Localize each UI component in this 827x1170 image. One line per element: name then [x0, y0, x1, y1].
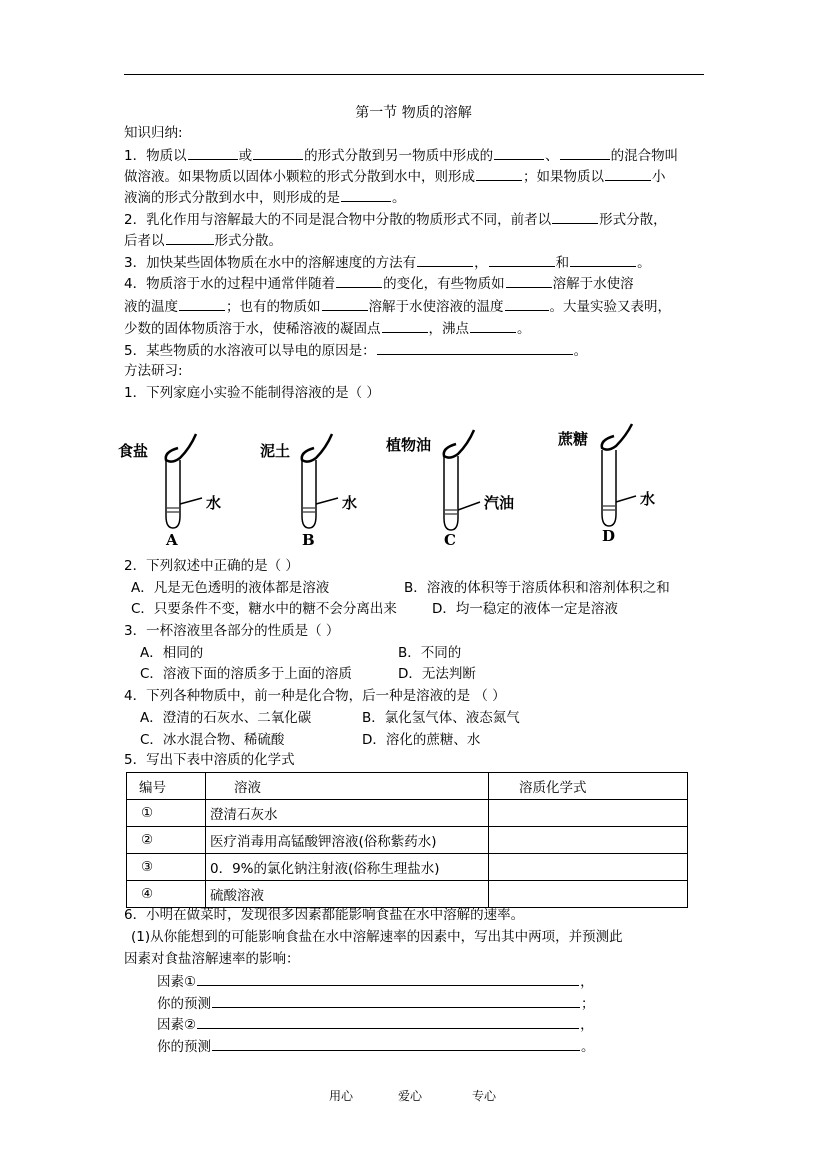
- column-header: 溶质化学式: [489, 773, 688, 800]
- practice-question-3: 3．一杯溶液里各部分的性质是（ ）: [124, 623, 340, 639]
- answer-blank[interactable]: [197, 1014, 579, 1029]
- question-2-line-2: 后者以 形式分散。: [124, 230, 282, 251]
- option-c[interactable]: C．冰水混合物、稀硫酸: [140, 732, 285, 748]
- tube-side-label: 汽油: [484, 494, 515, 512]
- column-header: 溶液: [206, 773, 489, 800]
- tube-letter: D: [602, 527, 616, 545]
- answer-blank[interactable]: [570, 252, 636, 267]
- answer-blank[interactable]: [166, 230, 214, 245]
- column-header: 编号: [127, 773, 206, 800]
- answer-blank[interactable]: [322, 296, 368, 311]
- question-4-line-2: 液的温度 ；也有的物质如 溶解于水使溶液的温度 。大量实验又表明，: [124, 296, 671, 317]
- tube-letter: B: [302, 531, 315, 549]
- answer-blank[interactable]: [506, 273, 552, 288]
- table-cell: 医疗消毒用高锰酸钾溶液(俗称紫药水): [206, 827, 489, 854]
- tube-letter: C: [444, 531, 456, 549]
- option-c[interactable]: C．只要条件不变，糖水中的糖不会分离出来: [131, 601, 397, 617]
- answer-blank[interactable]: [605, 166, 651, 181]
- table-cell: ①: [127, 800, 206, 827]
- answer-blank[interactable]: [560, 145, 610, 160]
- question-4-line-3: 少数的固体物质溶于水，使稀溶液的凝固点 ，沸点 。: [124, 318, 531, 339]
- section-heading: 知识归纳:: [124, 125, 183, 141]
- option-d[interactable]: D．溶化的蔗糖、水: [362, 732, 481, 748]
- answer-cell[interactable]: [489, 827, 688, 854]
- question-1-line-3: 液滴的形式分散到水中，则形成的是 。: [124, 187, 406, 208]
- answer-blank[interactable]: [377, 340, 573, 355]
- test-tube-a: [118, 434, 221, 549]
- answer-blank[interactable]: [179, 296, 225, 311]
- factor-1-line: 因素① ，: [157, 971, 594, 992]
- practice-question-5: 5．写出下表中溶质的化学式: [124, 752, 295, 768]
- option-c[interactable]: C．溶液下面的溶质多于上面的溶质: [140, 666, 352, 682]
- table-row: [127, 800, 688, 827]
- tube-letter: A: [166, 531, 178, 549]
- question-1-line-1: 1．物质以 或 的形式分散到另一物质中形成的 、 的混合物叫: [124, 145, 678, 166]
- question-1-line-2: 做溶液。如果物质以固体小颗粒的形式分散到水中，则形成 ；如果物质以 小: [124, 166, 666, 187]
- page-title: 第一节 物质的溶解: [355, 105, 472, 121]
- factor-2-line: 因素② ，: [157, 1014, 594, 1035]
- option-a[interactable]: A．澄清的石灰水、二氧化碳: [140, 710, 312, 726]
- table-cell: 0．9%的氯化钠注射液(俗称生理盐水): [206, 854, 489, 881]
- question-6-part-1: (1)从你能想到的可能影响食盐在水中溶解速率的因素中，写出其中两项，并预测此: [131, 929, 623, 945]
- option-a[interactable]: A．相同的: [140, 645, 204, 661]
- prediction-1-line: 你的预测 ；: [157, 993, 595, 1014]
- question-6-part-1-cont: 因素对食盐溶解速率的影响：: [124, 951, 300, 967]
- option-b[interactable]: B．溶液的体积等于溶质体积和溶剂体积之和: [404, 580, 670, 596]
- table-cell: 硫酸溶液: [206, 881, 489, 908]
- answer-blank[interactable]: [470, 318, 516, 333]
- answer-blank[interactable]: [336, 273, 382, 288]
- practice-question-2: 2．下列叙述中正确的是（ ）: [124, 558, 299, 574]
- table-cell: ③: [127, 854, 206, 881]
- question-3: 3．加快某些固体物质在水中的溶解速度的方法有 ， 和 。: [124, 252, 651, 273]
- answer-blank[interactable]: [417, 252, 473, 267]
- tube-top-label: 食盐: [118, 442, 149, 460]
- section-heading: 方法研习:: [124, 363, 183, 379]
- answer-cell[interactable]: [489, 800, 688, 827]
- table-row: [127, 881, 688, 908]
- option-b[interactable]: B．氯化氢气体、液态氮气: [362, 710, 520, 726]
- answer-blank[interactable]: [212, 1036, 580, 1051]
- test-tube-figure: [118, 420, 678, 550]
- tube-top-label: 泥土: [260, 442, 291, 460]
- question-4-line-1: 4．物质溶于水的过程中通常伴随着 的变化，有些物质如 溶解于水使溶: [124, 273, 634, 294]
- tube-side-label: 水: [342, 494, 358, 512]
- table-header-row: [127, 773, 688, 800]
- tube-side-label: 水: [640, 490, 656, 508]
- answer-blank[interactable]: [188, 145, 238, 160]
- answer-blank[interactable]: [489, 252, 555, 267]
- answer-blank[interactable]: [552, 209, 598, 224]
- footer-text: 爱心: [398, 1089, 423, 1103]
- table-row: [127, 854, 688, 881]
- table-cell: 澄清石灰水: [206, 800, 489, 827]
- answer-cell[interactable]: [489, 881, 688, 908]
- answer-blank[interactable]: [476, 166, 522, 181]
- tube-top-label: 蔗糖: [558, 430, 589, 448]
- table-cell: ②: [127, 827, 206, 854]
- answer-blank[interactable]: [212, 993, 580, 1008]
- header-rule: [124, 74, 704, 75]
- prediction-2-line: 你的预测 。: [157, 1036, 595, 1057]
- footer-text: 专心: [472, 1089, 497, 1103]
- tube-side-label: 水: [206, 494, 222, 512]
- practice-question-4: 4．下列各种物质中，前一种是化合物，后一种是溶液的是 （ ）: [124, 688, 506, 704]
- option-d[interactable]: D．均一稳定的液体一定是溶液: [432, 601, 618, 617]
- practice-question-6: 6．小明在做菜时，发现很多因素都能影响食盐在水中溶解的速率。: [124, 907, 525, 923]
- solute-table: [126, 772, 688, 908]
- answer-blank[interactable]: [505, 296, 549, 311]
- table-row: [127, 827, 688, 854]
- option-b[interactable]: B．不同的: [398, 645, 462, 661]
- test-tube-b: [260, 434, 357, 549]
- answer-blank[interactable]: [253, 145, 303, 160]
- question-5: 5．某些物质的水溶液可以导电的原因是： 。: [124, 340, 587, 361]
- practice-question-1: 1．下列家庭小实验不能制得溶液的是（ ）: [124, 385, 380, 401]
- answer-cell[interactable]: [489, 854, 688, 881]
- test-tube-c: [386, 430, 514, 549]
- option-a[interactable]: A．凡是无色透明的液体都是溶液: [131, 580, 330, 596]
- table-cell: ④: [127, 881, 206, 908]
- test-tube-d: [558, 424, 655, 545]
- answer-blank[interactable]: [197, 971, 579, 986]
- answer-blank[interactable]: [341, 187, 391, 202]
- tube-top-label: 植物油: [386, 436, 432, 454]
- question-2-line-1: 2．乳化作用与溶解最大的不同是混合物中分散的物质形式不同，前者以 形式分散，: [124, 209, 667, 230]
- answer-blank[interactable]: [382, 318, 428, 333]
- option-d[interactable]: D．无法判断: [398, 666, 476, 682]
- footer-text: 用心: [329, 1089, 354, 1103]
- answer-blank[interactable]: [494, 145, 544, 160]
